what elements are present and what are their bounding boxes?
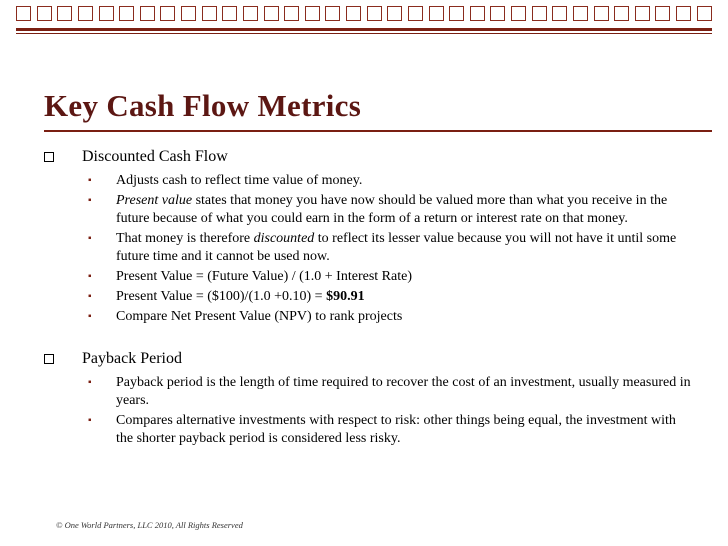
list-item: [44, 412, 694, 448]
section-heading-payback: [44, 348, 694, 370]
bullet-italic-lead: Present value: [116, 193, 193, 208]
bullet-text: Present Value = ($100)/(1.0 +0.10) =: [116, 289, 327, 304]
bullet-text: Adjusts cash to reflect time value of money.: [116, 173, 363, 188]
square-icon: [264, 6, 279, 21]
square-icon: [57, 6, 72, 21]
section-heading-text: Discounted Cash Flow: [82, 148, 228, 165]
bullet-icon: ▪: [88, 377, 92, 388]
bullet-text: to reflect its lesser value because you will not have it until some future time and it cannot be used now.: [116, 231, 677, 264]
list-item: [44, 308, 694, 326]
bullet-icon: ▪: [88, 291, 92, 302]
top-rule: [16, 28, 712, 31]
decorative-square-bar: [16, 6, 712, 24]
square-icon: [140, 6, 155, 21]
bullet-prefix: That money is therefore: [116, 231, 254, 246]
bullet-icon: ▪: [88, 311, 92, 322]
bullet-icon: ▪: [88, 271, 92, 282]
square-icon: [325, 6, 340, 21]
square-icon: [614, 6, 629, 21]
slide-title: Key Cash Flow Metrics: [44, 88, 362, 123]
square-icon: [429, 6, 444, 21]
square-icon: [305, 6, 320, 21]
bullet-icon: ▪: [88, 233, 92, 244]
list-item: [44, 192, 694, 228]
square-icon: [202, 6, 217, 21]
list-item: [44, 288, 694, 306]
bullet-text: Compares alternative investments with respect to risk: other things being equal, the investment with the shorter payback period is considered less risky.: [116, 413, 676, 446]
bullet-icon: ▪: [88, 415, 92, 426]
section-heading-dcf: [44, 146, 694, 168]
square-icon: [552, 6, 567, 21]
list-item: [44, 374, 694, 410]
square-icon: [243, 6, 258, 21]
square-icon: [635, 6, 650, 21]
square-icon: [284, 6, 299, 21]
square-bullet-icon: [44, 152, 54, 162]
square-icon: [99, 6, 114, 21]
square-icon: [387, 6, 402, 21]
bullet-text: states that money you have now should be valued more than what you receive in the future because of what you could earn in the form of a return or interest rate on that money.: [116, 193, 668, 226]
copyright-footer: © One World Partners, LLC 2010, All Rights Reserved: [56, 520, 243, 530]
square-icon: [449, 6, 464, 21]
square-icon: [160, 6, 175, 21]
square-icon: [676, 6, 691, 21]
section-heading-text: Payback Period: [82, 350, 182, 367]
square-icon: [16, 6, 31, 21]
slide-body: [44, 146, 694, 450]
square-icon: [594, 6, 609, 21]
list-item: [44, 230, 694, 266]
list-item: [44, 172, 694, 190]
list-item: [44, 268, 694, 286]
square-icon: [408, 6, 423, 21]
square-icon: [697, 6, 712, 21]
square-icon: [573, 6, 588, 21]
top-rule-thin: [16, 33, 712, 34]
bullet-text: Present Value = (Future Value) / (1.0 + Interest Rate): [116, 269, 412, 284]
square-icon: [470, 6, 485, 21]
square-bullet-icon: [44, 354, 54, 364]
square-icon: [532, 6, 547, 21]
square-icon: [346, 6, 361, 21]
square-icon: [181, 6, 196, 21]
square-icon: [511, 6, 526, 21]
square-icon: [222, 6, 237, 21]
bullet-text: Compare Net Present Value (NPV) to rank projects: [116, 309, 403, 324]
title-divider: [44, 130, 712, 132]
square-icon: [119, 6, 134, 21]
square-icon: [367, 6, 382, 21]
bullet-icon: ▪: [88, 195, 92, 206]
bullet-icon: ▪: [88, 175, 92, 186]
square-icon: [37, 6, 52, 21]
bullet-bold-value: $90.91: [326, 289, 365, 304]
square-icon: [78, 6, 93, 21]
bullet-italic: discounted: [253, 231, 315, 246]
bullet-text: Payback period is the length of time required to recover the cost of an investment, usually measured in years.: [116, 375, 691, 408]
square-icon: [655, 6, 670, 21]
square-icon: [490, 6, 505, 21]
